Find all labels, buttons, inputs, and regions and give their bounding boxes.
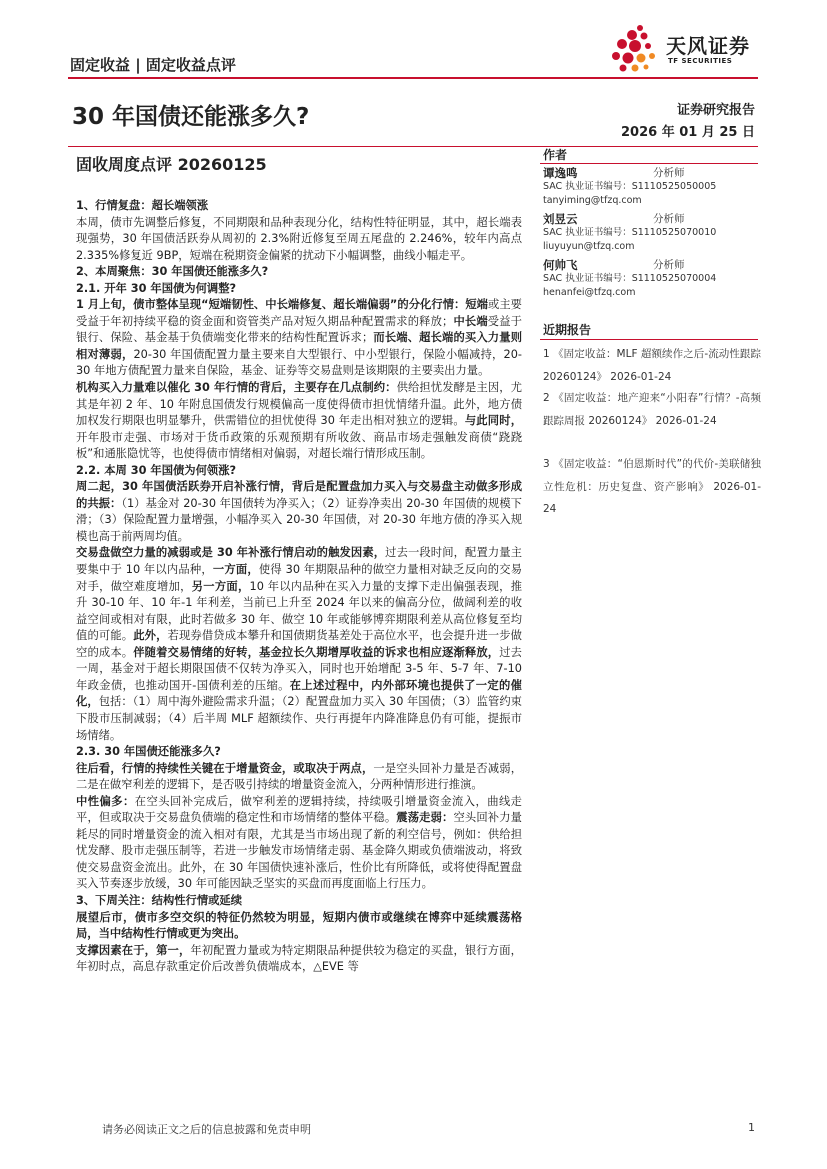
logo-chinese-name: 天风证券 [666,34,750,58]
section-heading: 2、本周聚焦：30 年国债还能涨多久? [76,265,269,279]
paragraph: 本周，债市先调整后修复，不同期限和品种表现分化，结构性特征明显，其中，超长端表现强势，30 年国债活跃券从周初的 2.3%附近修复至周五尾盘的 2.246%，较年内高点 2.335%修复近 9BP，短端在税期资金偏紧的扰动下小幅调整，曲线小幅走平。 [76,215,522,262]
author-email[interactable]: tanyiming@tfzq.com [543,195,642,206]
author-card [543,166,763,208]
paragraph: 中性偏多：在空头回补完成后，做窄利差的逻辑持续，持续吸引增量资金流入，曲线走平，但或取决于交易盘负债端的稳定性和市场情绪的整体平稳。震荡走弱：空头回补力量耗尽的同时增量资金的流入相对有限，尤其是当市场出现了新的利空信号，例如：供给担忧发酵、股市走强压制等，若进一步触发市场情绪走弱、基金降久期或负债端波动，将致使交易盘资金流出。此外，在 30 年国债快速补涨后，性价比有所降低，或将使得配置盘买入节奏逐步放缓，30 年可能因缺乏坚实的买盘而再度面临上行压力。 [76,794,522,891]
subsection-heading: 2.2. 本周 30 年国债为何领涨? [76,463,237,477]
authors-heading: 作者 [543,148,568,162]
report-type: 证券研究报告 [676,103,755,118]
author-name: 谭逸鸣 [543,166,578,180]
author-card [543,258,763,300]
authors-divider [540,163,758,164]
author-cert: SAC 执业证书编号：S1110525070010 [543,227,717,238]
section-heading: 1、行情复盘：超长端领涨 [76,199,209,212]
author-email[interactable]: liuyuyun@tfzq.com [543,241,635,252]
paragraph: 往后看，行情的持续性关键在于增量资金，或取决于两点，一是空头回补力量是否减弱，二是在做窄利差的逻辑下，是否吸引持续的增量资金流入，分两种情形进行推演。 [76,761,522,792]
recent-reports-heading: 近期报告 [543,323,592,337]
recent-reports-divider [540,339,758,340]
author-card [543,212,763,254]
author-cert: SAC 执业证书编号：S1110525070004 [543,273,717,284]
recent-report-item[interactable]: 1 《固定收益：MLF 超额续作之后-流动性跟踪 20260124》 2026-01-24 [543,348,761,383]
author-role: 分析师 [653,259,685,271]
report-category: 固定收益 | 固定收益点评 [70,56,236,74]
logo-english-name: TF SECURITIES [668,57,733,65]
header-divider [68,77,758,79]
paragraph: 支撑因素在于，第一，年初配置力量或为特定期限品种提供较为稳定的买盘，银行方面，年初时点，高息存款重定价后改善负债端成本，△EVE 等 [76,943,522,974]
tf-securities-logo [610,24,760,72]
subsection-heading: 2.1. 开年 30 年国债为何调整? [76,281,237,295]
recent-report-item[interactable]: 3 《固定收益：“伯恩斯时代”的代价-美联储独立性危机：历史复盘、资产影响》 2026-01-24 [543,458,761,516]
report-subtitle: 固收周度点评 20260125 [76,155,267,174]
author-name: 刘昱云 [543,212,578,226]
author-email[interactable]: henanfei@tfzq.com [543,287,636,298]
paragraph: 展望后市，债市多空交织的特征仍然较为明显，短期内债市或继续在博弈中延续震荡格局，当中结构性行情或更为突出。 [76,910,522,941]
author-role: 分析师 [653,167,685,179]
report-body [76,198,522,976]
recent-report-item[interactable]: 2 《固定收益：地产迎来“小阳春”行情？-高频跟踪周报 20260124》 2026-01-24 [543,392,761,427]
report-title: 30 年国债还能涨多久? [72,104,310,130]
paragraph: 1 月上旬，债市整体呈现“短端韧性、中长端修复、超长端偏弱”的分化行情：短端或主要受益于年初持续平稳的资金面和资管类产品对短久期品种配置需求的释放；中长端受益于银行、保险、基金基于负债端变化带来的结构性配置诉求；而长端、超长端的买入力量则相对薄弱，20-30 年国债配置力量主要来自大型银行、中小型银行，保险小幅减持，20-30 年地方债配置力量来自保险，基金、证券等交易盘则是该期限的主要卖出力量。 [76,298,522,378]
paragraph: 周二起，30 年国债活跃券开启补涨行情，背后是配置盘加力买入与交易盘主动做多形成的共振：（1）基金对 20-30 年国债转为净买入；（2）证券净卖出 20-30 年国债的规模下滑；（3）保险配置力量增强，小幅净买入 20-30 年国债，对 20-30 年地方债的净买入规模也高于前两周均值。 [76,480,522,543]
section-heading: 3、下周关注：结构性行情或延续 [76,893,243,907]
paragraph: 机构买入力量难以催化 30 年行情的背后，主要存在几点制约：供给担忧发酵是主因，尤其是年初 2 年、10 年附息国债发行规模偏高一度使得债市担忧情绪升温。此外，地方债加权发行期限也明显攀升，供需错位的担忧使得 30 年走出相对独立的逻辑。与此同时，开年股市走强、市场对于货币政策的乐观预期有所收敛、商品市场走强触发商债“跷跷板”和通胀隐忧等，也使得债市情绪相对偏弱，对超长端行情形成压制。 [76,381,522,461]
author-name: 何帅飞 [543,258,578,272]
page-number: 1 [748,1121,755,1134]
logo-mark-icon [610,24,664,72]
paragraph: 交易盘做空力量的减弱或是 30 年补涨行情启动的触发因素，过去一段时间，配置力量主要集中于 10 年以内品种，一方面，使得 30 年期限品种的做空力量相对缺乏反向的交易对手，做空难度增加，另一方面，10 年以内品种在买入力量的支撑下走出偏强表现，推升 30-10 年、10 年-1 年利差，当前已上升至 2024 年以来的偏高分位，做阔利差的收益空间或相对有限，此时若做多 30 年、做空 10 年或能够博弈期限利差从高位修复至均值的可能。此外，若现券借贷成本攀升和国债期货基差处于高位水平，也会提升进一步做空的成本。伴随着交易情绪的好转，基金拉长久期增厚收益的诉求也相应逐渐释放，过去一周，基金对于超长期限国债不仅转为净买入，同时也开始增配 3-5 年、5-7 年、7-10 年政金债，也推动国开-国债利差的压缩。在上述过程中，内外部环境也提供了一定的催化，包括：（1）周中海外避险需求升温；（2）配置盘加力买入 30 年国债；（3）监管约束下股市压制减弱；（4）后半周 MLF 超额续作、央行再提年内降准降息仍有可能，提振市场情绪。 [76,546,522,742]
subsection-heading: 2.3. 30 年国债还能涨多久? [76,745,221,759]
report-date: 2026 年 01 月 25 日 [621,125,755,140]
title-divider [68,146,758,147]
disclaimer-link[interactable]: 请务必阅读正文之后的信息披露和免责申明 [102,1123,311,1136]
author-cert: SAC 执业证书编号：S1110525050005 [543,181,717,192]
author-role: 分析师 [653,213,685,225]
